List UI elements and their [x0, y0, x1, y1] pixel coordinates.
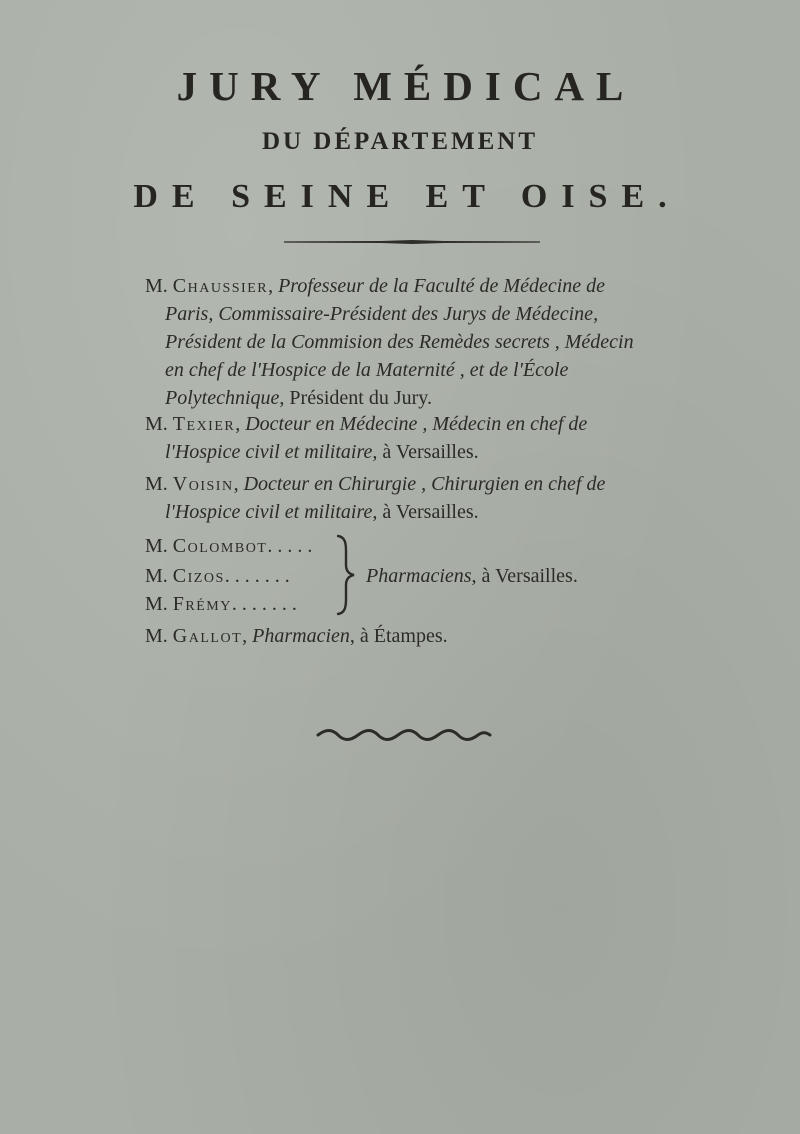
- member-title: Paris: [165, 303, 209, 325]
- entry-gallot: M. Gallot, Pharmacien, à Étampes.: [145, 625, 448, 647]
- member-title: Président de la Commision des Remèdes secrets , Médecin: [165, 331, 634, 353]
- title-du-departement: DU DÉPARTEMENT: [261, 128, 539, 155]
- member-role: Pharmaciens: [366, 565, 472, 587]
- entry-chaussier: M. Chaussier, Professeur de la Faculté de Médecine de Paris, Commissaire-Président des Jurys de Médecine, Président de la Commision des Remèdes secrets , Médecin en chef de l'Hospice de la Maternité , et de l'École Polytechnique, Président du Jury.: [145, 272, 705, 412]
- prefix-m: M.: [145, 593, 168, 615]
- member-title: Docteur en Chirurgie , Chirurgien en chef de: [243, 473, 606, 495]
- heading-rule: [284, 240, 540, 244]
- prefix-m: M.: [145, 535, 168, 557]
- member-name: Frémy: [172, 593, 232, 615]
- member-title: en chef de l'Hospice de la Maternité , et de l'École: [165, 359, 569, 381]
- member-title: Commissaire-Président des Jurys de Médecine: [218, 303, 594, 325]
- member-title: Docteur en Médecine , Médecin en chef de: [245, 413, 588, 435]
- member-name: Voisin: [172, 473, 234, 495]
- entry-cizos: [145, 562, 290, 590]
- pharmacists-label: Pharmaciens, à Versailles.: [366, 565, 578, 587]
- entry-voisin: M. Voisin, Docteur en Chirurgie , Chirurgien en chef de l'Hospice civil et militaire, à Versailles.: [145, 473, 606, 523]
- member-name: Texier: [172, 413, 236, 435]
- prefix-m: M.: [145, 625, 168, 647]
- member-title: l'Hospice civil et militaire: [165, 501, 373, 523]
- prefix-m: M.: [145, 413, 168, 435]
- member-name: Cizos: [172, 565, 225, 587]
- leader-dots: . . . . .: [267, 535, 313, 557]
- leader-dots: . . . . . . .: [224, 565, 290, 587]
- member-place: à Étampes.: [359, 625, 448, 647]
- ornament-divider-icon: [316, 728, 492, 742]
- member-title: l'Hospice civil et militaire: [165, 441, 373, 463]
- title-jury-medical: JURY MÉDICAL: [176, 63, 636, 109]
- member-role: Pharmacien: [252, 625, 350, 647]
- member-place: à Versailles.: [382, 501, 479, 523]
- member-name: Chaussier: [172, 275, 269, 297]
- prefix-m: M.: [145, 473, 168, 495]
- member-place: à Versailles.: [481, 565, 578, 587]
- prefix-m: M.: [145, 275, 168, 297]
- entry-colombot: [145, 532, 312, 560]
- member-title: Professeur de la Faculté de Médecine de: [278, 275, 606, 297]
- leader-dots: . . . . . . .: [231, 593, 297, 615]
- curly-brace-icon: [334, 533, 358, 617]
- member-name: Gallot: [172, 625, 243, 647]
- prefix-m: M.: [145, 565, 168, 587]
- member-name: Colombot: [172, 535, 268, 557]
- entry-texier: M. Texier, Docteur en Médecine , Médecin en chef de l'Hospice civil et militaire, à Versailles.: [145, 413, 588, 463]
- entry-fremy: [145, 590, 297, 618]
- member-title: Polytechnique: [165, 387, 280, 409]
- title-seine-et-oise: DE SEINE ET OISE.: [133, 178, 681, 215]
- member-place: à Versailles.: [382, 441, 479, 463]
- member-role: Président du Jury.: [289, 387, 432, 409]
